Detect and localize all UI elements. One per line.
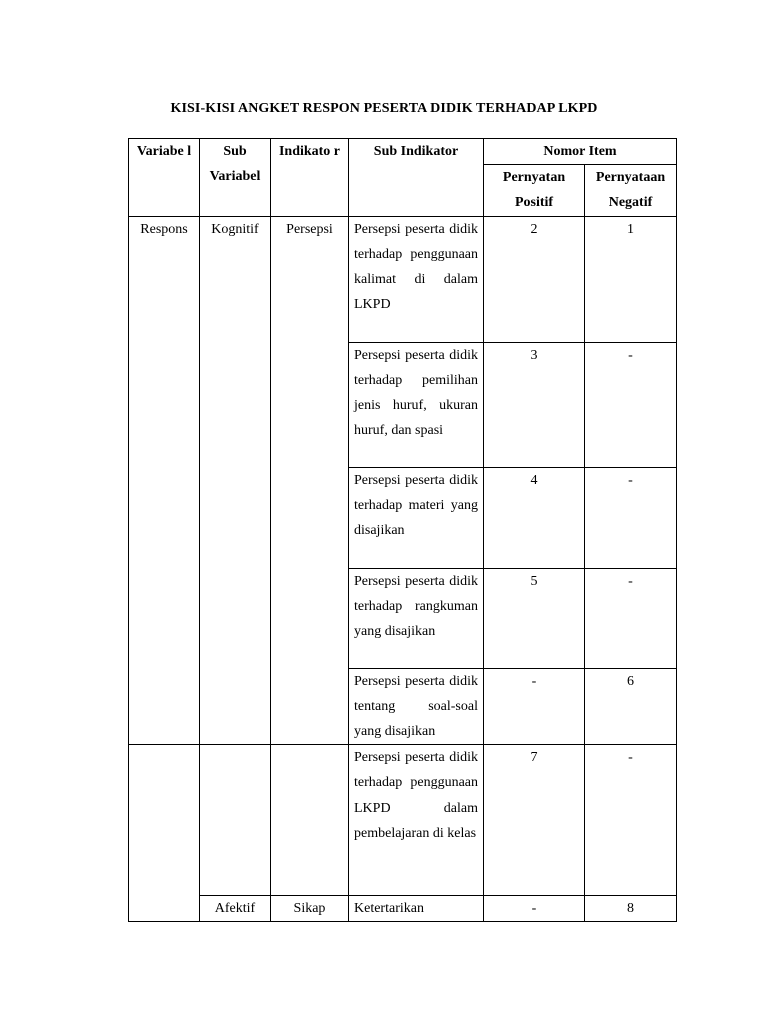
item-positif-2: 3	[484, 342, 585, 467]
sub-indikator-4: Persepsi peserta didik terhadap rangkuman yang disajikan	[349, 568, 484, 668]
item-positif-6: 7	[484, 745, 585, 896]
variabel-empty-cell	[129, 745, 200, 922]
item-negatif-1: 1	[585, 216, 677, 342]
header-nomor-item: Nomor Item	[484, 139, 677, 165]
item-positif-7: -	[484, 896, 585, 922]
sub-indikator-6: Persepsi peserta didik terhadap penggunaan LKPD dalam pembelajaran di kelas	[349, 745, 484, 896]
header-indikator: Indikato r	[271, 139, 349, 217]
sub-indikator-2: Persepsi peserta didik terhadap pemilihan jenis huruf, ukuran huruf, dan spasi	[349, 342, 484, 467]
header-sub-indikator: Sub Indikator	[349, 139, 484, 217]
header-pernyataan-negatif: Pernyataan Negatif	[585, 165, 677, 216]
item-negatif-2: -	[585, 342, 677, 467]
item-negatif-6: -	[585, 745, 677, 896]
indikator-empty-cell	[271, 745, 349, 896]
header-variabel: Variabe l	[129, 139, 200, 217]
item-negatif-3: -	[585, 467, 677, 568]
sub-indikator-1: Persepsi peserta didik terhadap penggunaan kalimat di dalam LKPD	[349, 216, 484, 342]
item-positif-3: 4	[484, 467, 585, 568]
item-positif-4: 5	[484, 568, 585, 668]
header-pernyataan-positif: Pernyatan Positif	[484, 165, 585, 216]
sub-indikator-7: Ketertarikan	[349, 896, 484, 922]
sub-indikator-5: Persepsi peserta didik tentang soal-soal yang disajikan	[349, 668, 484, 745]
sub-variabel-empty-cell	[200, 745, 271, 896]
item-positif-5: -	[484, 668, 585, 745]
indikator-sikap: Sikap	[271, 896, 349, 922]
document-title: KISI-KISI ANGKET RESPON PESERTA DIDIK TERHADAP LKPD	[170, 101, 598, 116]
sub-indikator-3: Persepsi peserta didik terhadap materi yang disajikan	[349, 467, 484, 568]
kisi-kisi-table	[128, 138, 677, 922]
item-negatif-4: -	[585, 568, 677, 668]
item-negatif-5: 6	[585, 668, 677, 745]
indikator-persepsi: Persepsi	[271, 216, 349, 745]
sub-variabel-afektif: Afektif	[200, 896, 271, 922]
variabel-respons: Respons	[129, 216, 200, 745]
item-positif-1: 2	[484, 216, 585, 342]
item-negatif-7: 8	[585, 896, 677, 922]
header-sub-variabel: Sub Variabel	[200, 139, 271, 217]
sub-variabel-kognitif: Kognitif	[200, 216, 271, 745]
